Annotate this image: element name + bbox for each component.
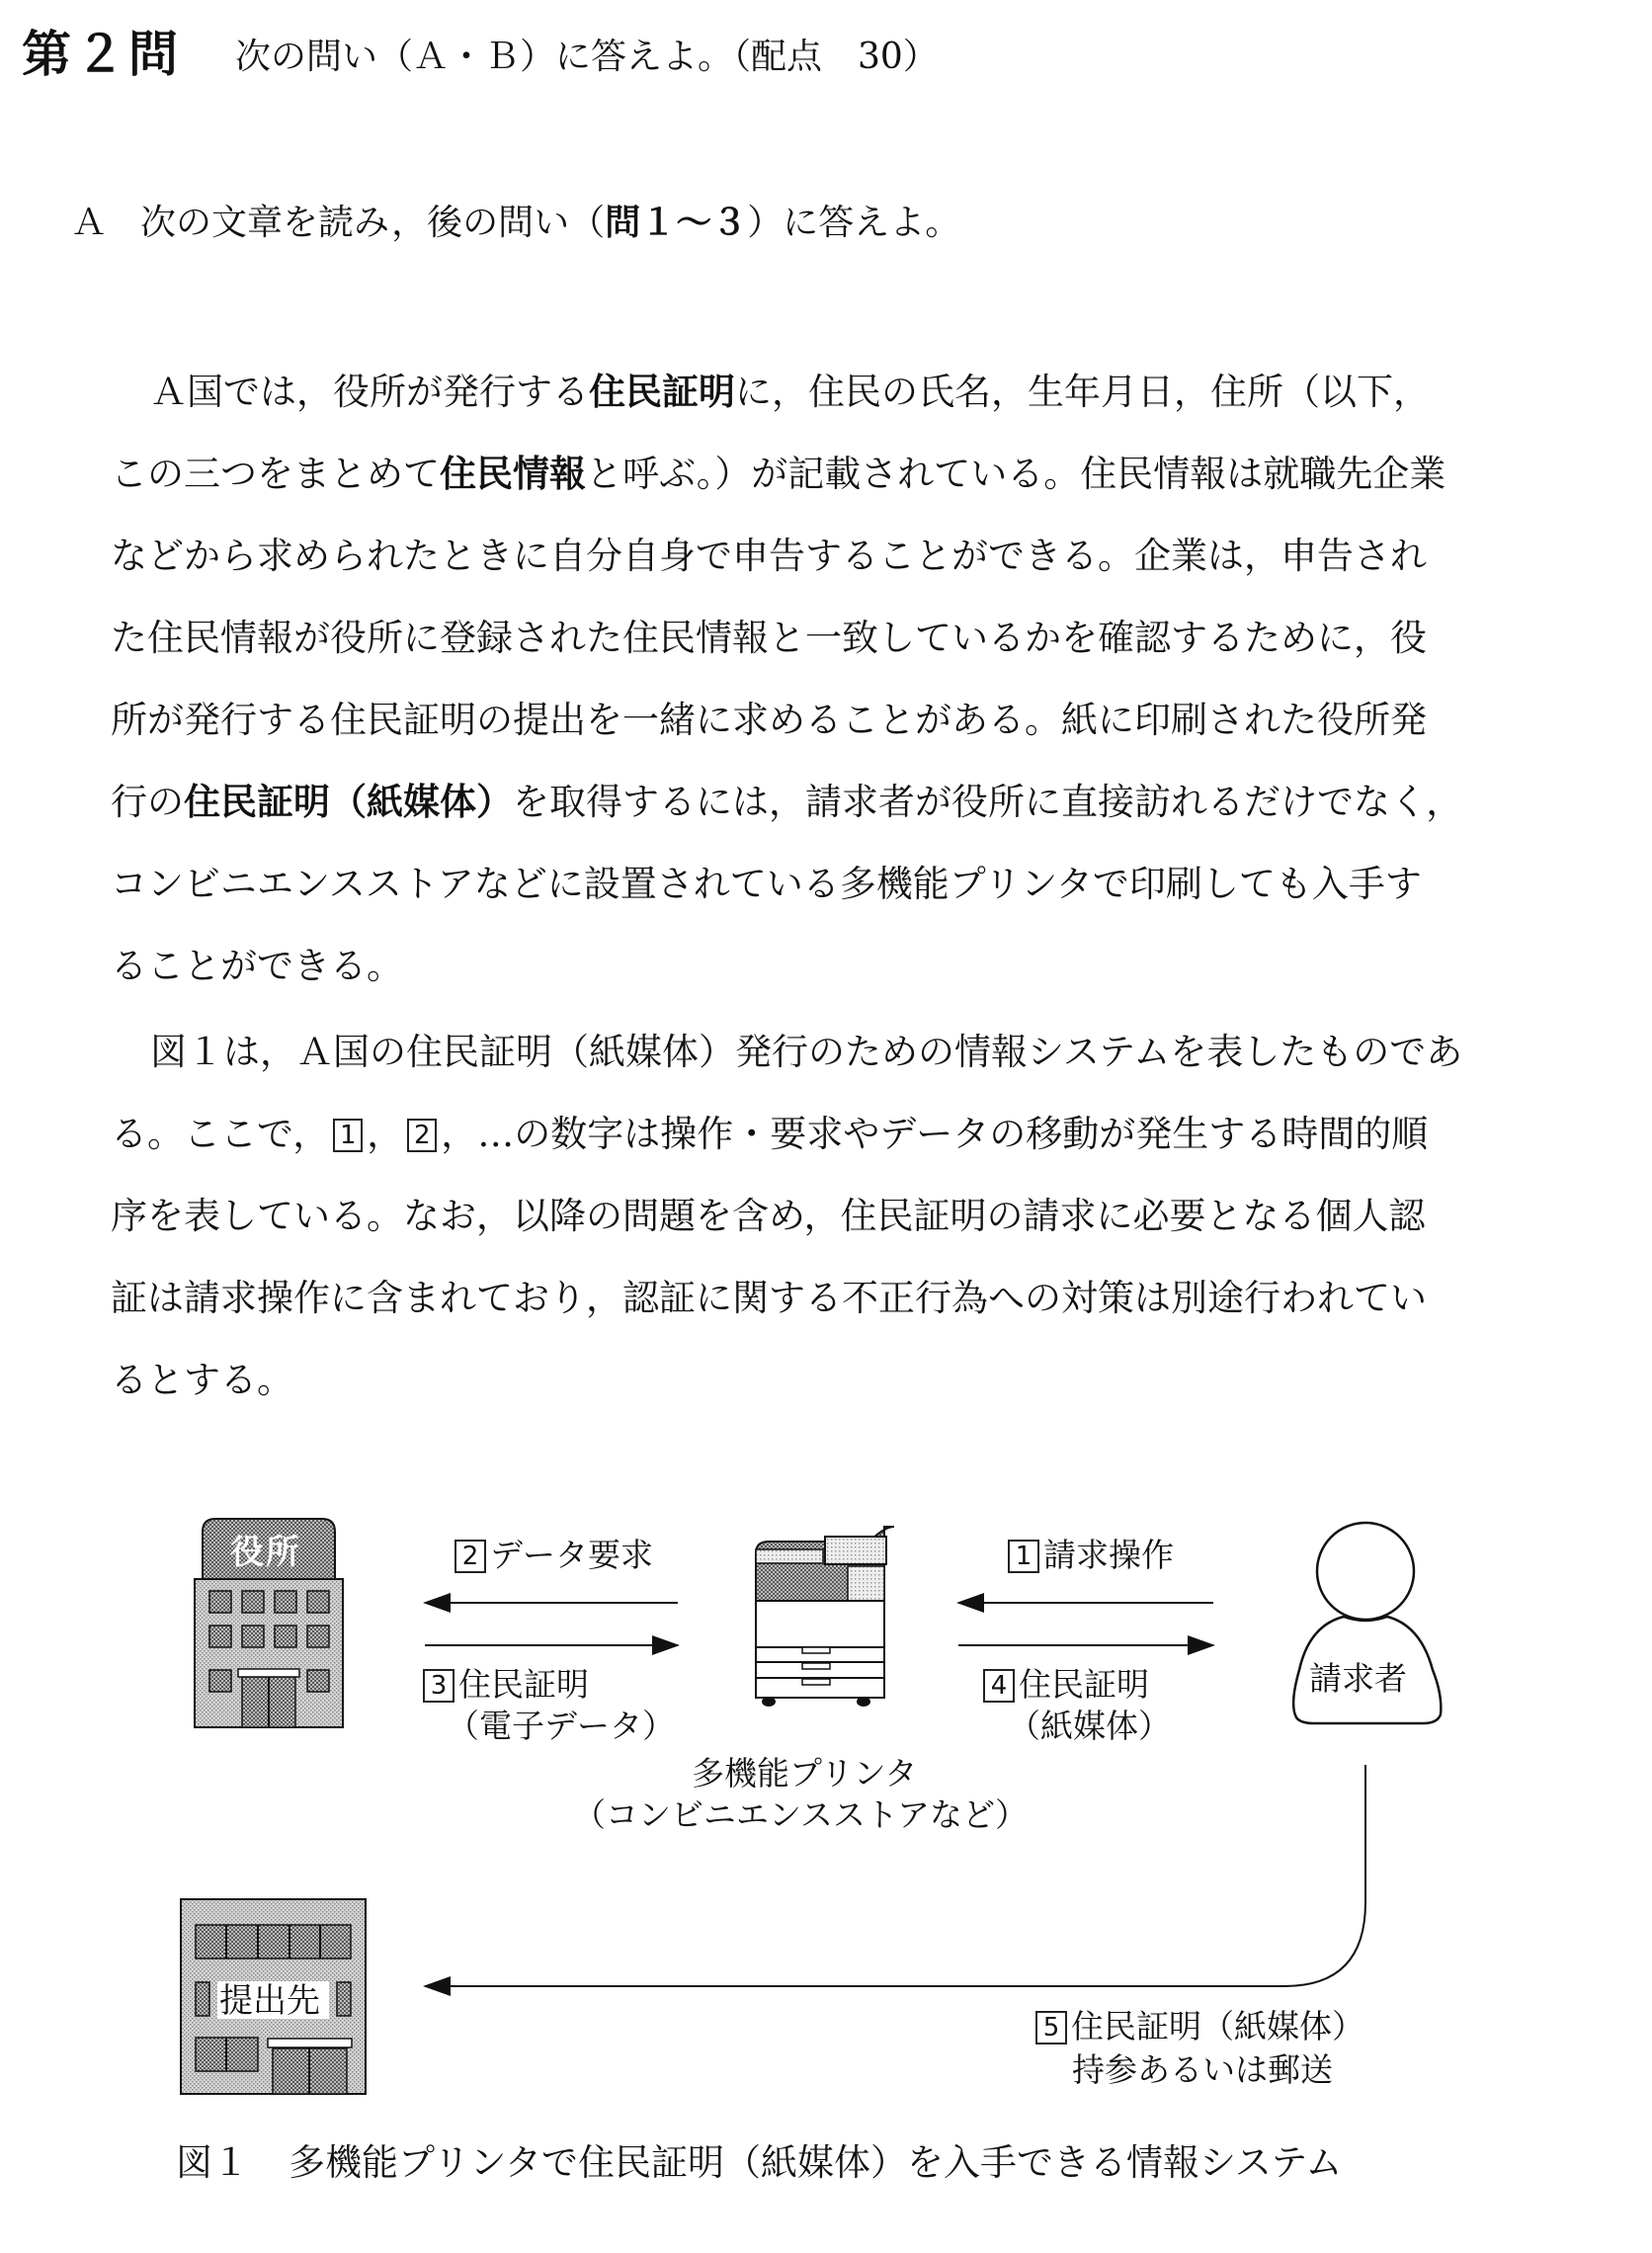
- paragraph-line: 序を表している。なお，以降の問題を含め，住民証明の請求に必要となる個人認: [111, 1195, 1426, 1237]
- figure-caption: [176, 2132, 1342, 2186]
- section-label: Ａ: [71, 203, 108, 243]
- figure-number: 図１: [176, 2141, 249, 2184]
- step-5-sublabel: 持参あるいは郵送: [1072, 2050, 1333, 2089]
- step-number-box: 2: [407, 1119, 437, 1152]
- section-instruction-bold: 問１～３: [605, 203, 748, 243]
- figure-caption-text: 多機能プリンタで住民証明（紙媒体）を入手できる情報システム: [289, 2141, 1343, 2184]
- step-number-box: 1: [333, 1119, 363, 1152]
- question-number: 第２問: [22, 26, 182, 83]
- question-instruction: 次の問い（Ａ・Ｂ）に答えよ。（配点 30）: [235, 37, 939, 77]
- paragraph-line: この三つをまとめて住民情報と呼ぶ。）が記載されている。住民情報は就職先企業: [111, 453, 1446, 495]
- section-instruction-pre: 次の文章を読み，後の問い（: [140, 203, 606, 243]
- step-3-label: 3 住民証明: [423, 1664, 589, 1705]
- paragraph-line: 証は請求操作に含まれており，認証に関する不正行為への対策は別途行われてい: [111, 1277, 1427, 1319]
- multifunction-printer-icon: [756, 1527, 894, 1707]
- paragraph-line: 所が発行する住民証明の提出を一緒に求めることがある。紙に印刷された役所発: [111, 699, 1427, 741]
- requester-label: 請求者: [1309, 1659, 1407, 1698]
- paragraph-line: 図１は，Ａ国の住民証明（紙媒体）発行のための情報システムを表したものであ: [150, 1031, 1463, 1073]
- paragraph-line: るとする。: [111, 1359, 293, 1401]
- paragraph-line: た住民情報が役所に登録された住民情報と一致しているかを確認するために，役: [111, 617, 1427, 659]
- city-office-label: 役所: [230, 1533, 301, 1572]
- paragraph-line: る。ここで， 1 ， 2 ，…の数字は操作・要求やデータの移動が発生する時間的順: [111, 1113, 1429, 1155]
- paragraph-line: コンビニエンスストアなどに設置されている多機能プリンタで印刷しても入手す: [111, 863, 1422, 905]
- step-4-label: 4 住民証明: [983, 1664, 1149, 1705]
- step-1-label: 1 請求操作: [1008, 1535, 1174, 1575]
- step-3-sublabel: （電子データ）: [447, 1707, 675, 1745]
- section-instruction-post: ）に答えよ。: [747, 203, 961, 243]
- paragraph-line: などから求められたときに自分自身で申告することができる。企業は，申告され: [111, 535, 1427, 577]
- step-5-label: 5 住民証明（紙媒体）: [1035, 2006, 1364, 2046]
- paragraph-line: ることができる。: [111, 945, 403, 987]
- step-2-label: 2 データ要求: [454, 1535, 653, 1575]
- submission-destination-label: 提出先: [219, 1981, 320, 2021]
- paragraph-line: Ａ国では，役所が発行する住民証明に，住民の氏名，生年月日，住所（以下，: [150, 371, 1430, 413]
- printer-name-label: 多機能プリンタ: [692, 1754, 918, 1793]
- step-4-sublabel: （紙媒体）: [1008, 1707, 1171, 1745]
- printer-location-label: （コンビニエンスストアなど）: [573, 1795, 1029, 1834]
- paragraph-line: 行の住民証明（紙媒体）を取得するには，請求者が役所に直接訪れるだけでなく，: [111, 781, 1463, 823]
